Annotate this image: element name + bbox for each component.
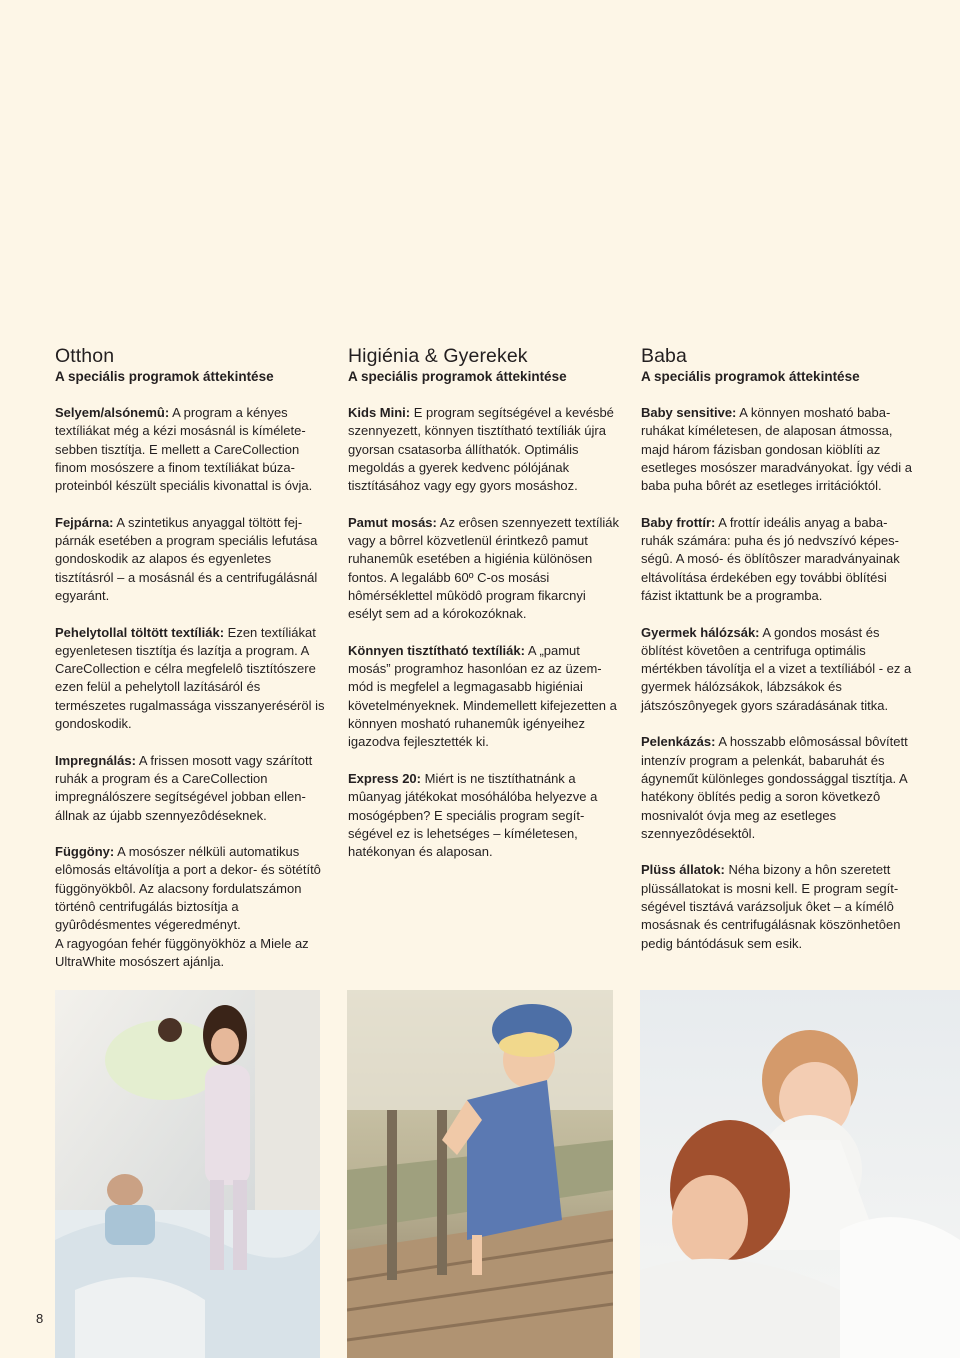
paragraph-fuggony — [55, 843, 327, 971]
column-otthon — [55, 344, 327, 990]
paragraph-lead: Baby sensitive: — [641, 405, 737, 420]
photo-mother-baby-illustration — [640, 990, 960, 1358]
column-subtitle: A speciális programok áttekintése — [641, 369, 860, 384]
paragraph-selyem — [55, 404, 327, 495]
page-number: 8 — [36, 1311, 44, 1326]
paragraph-lead: Pehelytollal töltött textíliák: — [55, 624, 225, 640]
paragraph-pamut-mosas — [348, 514, 620, 624]
paragraph-text: A frissen mosott vagy szárított ruhák a program és a CareCollection impregnálószere segítségével jobban ellenállnak az újabb szennyezôdéseknek. — [55, 752, 313, 823]
photo-mother-baby — [640, 990, 960, 1358]
paragraph-text: A szintetikus anyaggal töltött fejpárnák esetében a program speciális lefutása gondoskodik az alapos és egyenletes tisztításról – a mosásnál és a centrifugálásnál egyaránt. — [55, 514, 318, 603]
paragraph-lead: Baby frottír: — [641, 514, 716, 530]
paragraph-lead: Kids Mini: — [348, 405, 411, 420]
column-title: Higiénia & Gyerekek — [348, 345, 528, 367]
column-title: Otthon — [55, 345, 115, 367]
column-subtitle: A speciális programok áttekintése — [55, 369, 274, 384]
paragraph-extra: A ragyogóan fehér függönyökhöz a Miele az UltraWhite mosószert ajánlja. — [55, 935, 309, 969]
paragraph-text: Ezen textíliákat egyenletesen tisztítja és lazítja a program. A CareCollection e célra megfelelô tisztítószere ezen felül a pehelytoll lazításáról és természetes rugalmassága visszanyeréséröl is gondoskodik. — [55, 624, 325, 732]
paragraph-text: E program segítségével a kevésbé szennyezett, könnyen tisztítható textíliák újra gyorsan csatasorba állíthatók. Optimális megoldás a gyerek kedvenc pólójának tisztításához vagy egy gyors mosáshoz. — [348, 405, 614, 494]
paragraph-text: A gondos mosást és öblítést követôen a centrifuga optimális mértékben távolítja el a vizet a textíliából - ez a gyermek hálózsákok, lábzsákok és játszószônyegek gyors száradásának titka. — [641, 624, 912, 713]
paragraph-lead: Selyem/alsónemû: — [55, 405, 170, 420]
paragraph-gyermek-halozsak — [641, 624, 913, 715]
photo-girl-blue-dress — [347, 990, 613, 1358]
paragraph-lead: Pamut mosás: — [348, 514, 437, 530]
paragraph-impregnalas — [55, 752, 327, 825]
paragraph-lead: Express 20: — [348, 770, 421, 786]
paragraph-pluss-allatok — [641, 861, 913, 952]
paragraph-lead: Fejpárna: — [55, 514, 114, 530]
paragraph-lead: Függöny: — [55, 844, 115, 860]
paragraph-kids-mini — [348, 404, 620, 495]
paragraph-express-20 — [348, 770, 620, 861]
paragraph-text: Az erôsen szennyezett textíliák vagy a bôrrel közvetlenül érintkezô pamut ruhanemûk esetében a higiénia különösen fontos. A legalább 60º C-os mosási hômérséklettel mûködô program fikarcnyi esélyt sem ad a kórokozóknak. — [348, 514, 619, 622]
paragraph-lead: Könnyen tisztítható textíliák: — [348, 642, 525, 658]
paragraph-lead: Pelenkázás: — [641, 734, 716, 750]
paragraph-lead: Impregnálás: — [55, 752, 136, 768]
paragraph-text: A „pamut mosás” programhoz hasonlóan ez az üzemmód is megfelel a legmagasabb higiéniai követelményeknek. Mindemellett kifejezetten a könnyen mosható ruhanemûk igényeihez igazodva fejlesztették ki. — [348, 642, 617, 750]
paragraph-text: A program a kényes textíliákat még a kézi mosásnál is kíméletesebben tisztítja. E mellett a CareCollection finom mosószere a finom textíliákat búzaproteinból készült speciális kivonattal is óvja. — [55, 405, 313, 494]
photo-children-pillow-fight-illustration — [55, 990, 320, 1358]
paragraph-baby-frottir — [641, 514, 913, 605]
paragraph-text: A könnyen mosható babaruhákat kíméletesen, de alaposan átmossa, majd három fázisban gondosan kiöblíti az esetleges mosószer maradványokat. Így védi a baba puha bôrét az esetleges irritációktól. — [641, 405, 912, 494]
column-baba — [641, 344, 913, 971]
paragraph-fejparna — [55, 514, 327, 605]
paragraph-baby-sensitive — [641, 404, 913, 495]
paragraph-text: Miért is ne tisztíthatnánk a mûanyag játékokat mosóhálóba helyezve a mosógépben? E speciális program segítségével ez is lehetséges – kíméletesen, hatékonyan és alaposan. — [348, 770, 598, 860]
photo-children-pillow-fight — [55, 990, 320, 1358]
paragraph-text: A hosszabb elômosással bôvített intenzív program a pelenkát, babaruhát és ágyneműt különleges gondossággal tisztítja. A hatékony öblítés pedig a soron következô mosnivalót óvja meg az esetleges szennyezôdésektôl. — [641, 734, 908, 841]
paragraph-lead: Plüss állatok: — [641, 862, 725, 878]
paragraph-text: A frottír ideális anyag a babaruhák számára: puha és jó nedvszívó képességû. A mosó- és öblítôszer maradványainak eltávolítása érdekében egy további öblítési fázist iktattunk be a programba. — [641, 514, 900, 603]
paragraph-pelenkazas — [641, 733, 913, 843]
column-subtitle: A speciális programok áttekintése — [348, 369, 567, 384]
photo-girl-blue-dress-illustration — [347, 990, 613, 1358]
column-higienia — [348, 344, 620, 880]
column-title: Baba — [641, 345, 687, 367]
paragraph-text: A mosószer nélküli automatikus elômosás eltávolítja a port a dekor- és sötétítô függönyökbôl. Az alacsony fordulatszámon történô centrifugálás biztosítja a gyûrôdésmentes végeredményt. — [55, 844, 321, 933]
paragraph-konnyen-tisztithato — [348, 642, 620, 752]
paragraph-text: Néha bizony a hôn szeretett plüssállatokat is mosni kell. E program segítségével tisztává varázsoljuk ôket – a kímélô mosásnak és centrifugálásnak köszönhetôen pedig bántódásuk sem esik. — [641, 862, 901, 951]
paragraph-pehelytoll — [55, 624, 327, 734]
paragraph-lead: Gyermek hálózsák: — [641, 624, 760, 640]
